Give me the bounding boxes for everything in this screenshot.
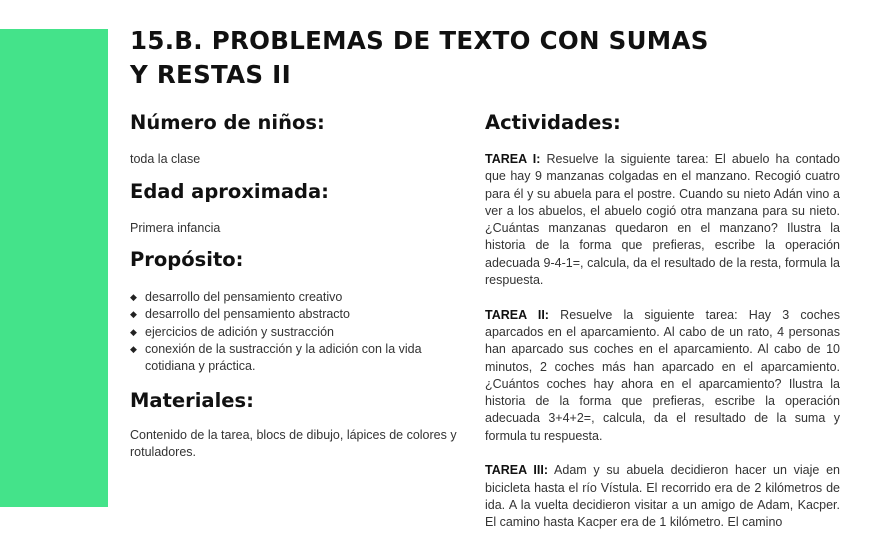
task-paragraph — [485, 307, 840, 445]
purpose-item: ◆ conexión de la sustracción y la adición con la vida cotidiana y práctica. — [130, 341, 475, 376]
page-title-line-1: 15.B. PROBLEMAS DE TEXTO CON SUMAS — [130, 26, 709, 55]
task-label: TAREA II: — [485, 307, 549, 322]
purpose-list — [130, 289, 475, 375]
page-title — [130, 24, 790, 92]
purpose-item: ◆ desarrollo del pensamiento creativo — [130, 289, 475, 306]
task-text: Resuelve la siguiente tarea: El abuelo ha contado que hay 9 manzanas colgadas en el manzano. Recogió cuatro para él y su abuela para el postre. Cuando su nieto Adán vino a ver a los abuelos, el abuelo cogió otra manzana para su nieto. ¿Cuántas manzanas quedaron en el manzano? Ilustra la historia de la forma que prefieras, escribe la operación adecuada 9-4-1=, calcula, da el resultado de la resta, formula la respuesta. — [485, 152, 840, 288]
purpose-heading: Propósito: — [130, 248, 244, 271]
task-label: TAREA I: — [485, 152, 541, 166]
purpose-item: ◆ ejercicios de adición y sustracción — [130, 324, 475, 341]
materials-value: Contenido de la tarea, blocs de dibujo, lápices de colores y rotuladores. — [130, 428, 457, 460]
task-text: Adam y su abuela decidieron hacer un viaje en bicicleta hasta el río Vístula. El recorrido era de 2 kilómetros de ida. A la vuelta decidieron visitar a un amigo de Adam, Kacper. El camino hasta Kacper era de 1 kilómetro. El camino — [485, 463, 841, 530]
task-label: TAREA III: — [485, 463, 548, 478]
age-heading: Edad aproximada: — [130, 180, 329, 203]
task-paragraph — [485, 151, 840, 289]
activities-body — [485, 151, 841, 530]
age-value: Primera infancia — [130, 221, 221, 235]
children-value: toda la clase — [130, 152, 201, 166]
task-paragraph — [485, 462, 840, 531]
children-heading: Número de niños: — [130, 111, 325, 134]
activities-heading: Actividades: — [485, 111, 621, 134]
green-accent-bar — [0, 29, 108, 507]
page-title-line-2: Y RESTAS II — [130, 60, 291, 89]
materials-heading: Materiales: — [130, 389, 254, 412]
purpose-item: ◆ desarrollo del pensamiento abstracto — [130, 306, 475, 323]
task-text: Resuelve la siguiente tarea: Hay 3 coches aparcados en el aparcamiento. Al cabo de un rato, 4 personas han aparcado sus coches en el aparcamiento. Al cabo de 10 minutos, 2 coches más han aparcado en el aparcamiento. ¿Cuántos coches hay ahora en el aparcamiento? Ilustra la historia de la forma que prefieras, escribe la operación adecuada 3+4+2=, calcula, da el resultado de la suma y formula tu respuesta. — [485, 307, 840, 443]
